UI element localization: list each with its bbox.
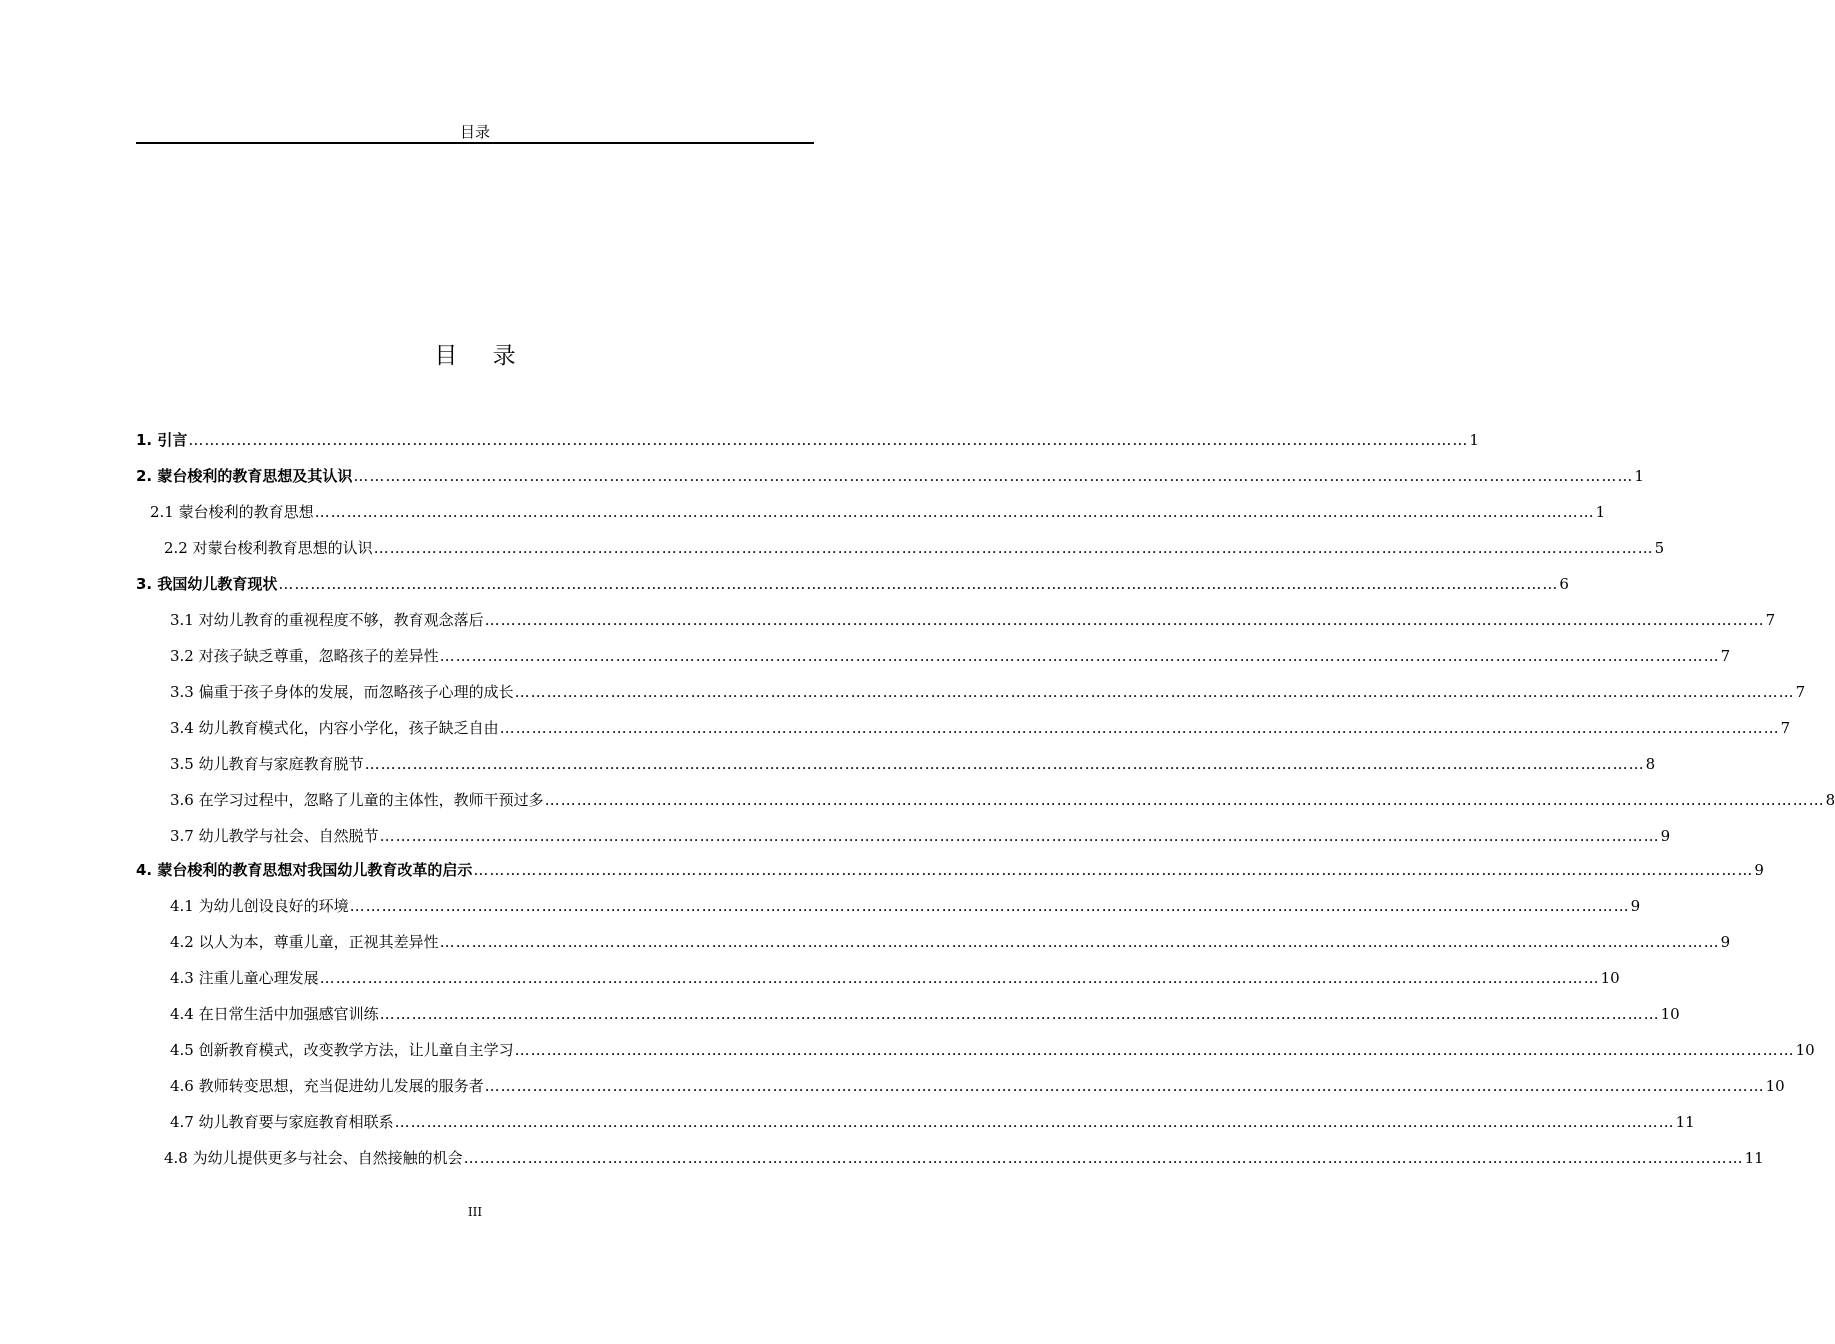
toc-entry[interactable] xyxy=(136,857,1764,883)
toc-entry-page: 9 xyxy=(1720,933,1731,951)
dot-leader: …………………………………………………………………………………………………………………………………………………………………………………………………………………… xyxy=(484,611,1765,629)
toc-entry-text: 4.3 注重儿童心理发展 xyxy=(170,969,319,987)
dot-leader: …………………………………………………………………………………………………………………………………………………………………………………………………………………… xyxy=(364,755,1645,773)
toc-entry-page: 6 xyxy=(1559,575,1569,593)
toc-entry[interactable] xyxy=(170,1109,1695,1135)
toc-entry-page: 10 xyxy=(1600,969,1620,987)
page-number: III xyxy=(467,1205,483,1219)
dot-leader: …………………………………………………………………………………………………………………………………………………………………………………………………………………… xyxy=(379,1005,1660,1023)
toc-entry-text: 4.6 教师转变思想，充当促进幼儿发展的服务者 xyxy=(170,1077,484,1095)
header-rule xyxy=(136,142,814,144)
toc-entry-page: 8 xyxy=(1825,791,1835,809)
dot-leader: …………………………………………………………………………………………………………………………………………………………………………………………………………………… xyxy=(278,575,1559,593)
dot-leader: …………………………………………………………………………………………………………………………………………………………………………………………………………………… xyxy=(188,431,1469,449)
toc-entry[interactable] xyxy=(170,1001,1680,1027)
dot-leader: …………………………………………………………………………………………………………………………………………………………………………………………………………………… xyxy=(484,1077,1765,1095)
toc-entry-page: 1 xyxy=(1634,467,1644,485)
dot-leader: …………………………………………………………………………………………………………………………………………………………………………………………………………………… xyxy=(353,467,1634,485)
dot-leader: …………………………………………………………………………………………………………………………………………………………………………………………………………………… xyxy=(373,539,1654,557)
toc-entry-text: 3.2 对孩子缺乏尊重，忽略孩子的差异性 xyxy=(170,647,439,665)
toc-entry-page: 9 xyxy=(1660,827,1671,845)
dot-leader: …………………………………………………………………………………………………………………………………………………………………………………………………………………… xyxy=(514,1041,1795,1059)
toc-entry-page: 9 xyxy=(1630,897,1641,915)
toc-entry-text: 4.4 在日常生活中加强感官训练 xyxy=(170,1005,379,1023)
dot-leader: …………………………………………………………………………………………………………………………………………………………………………………………………………………… xyxy=(463,1149,1744,1167)
toc-entry[interactable] xyxy=(136,571,1569,597)
toc-entry-text: 3.6 在学习过程中，忽略了儿童的主体性，教师干预过多 xyxy=(170,791,544,809)
toc-entry[interactable] xyxy=(136,427,1479,453)
toc-entry[interactable] xyxy=(150,499,1606,525)
toc-entry-text: 3. 我国幼儿教育现状 xyxy=(136,575,278,593)
toc-entry[interactable] xyxy=(170,643,1731,669)
toc-entry-page: 8 xyxy=(1645,755,1656,773)
toc-entry[interactable] xyxy=(136,463,1644,489)
dot-leader: …………………………………………………………………………………………………………………………………………………………………………………………………………………… xyxy=(499,719,1780,737)
dot-leader: …………………………………………………………………………………………………………………………………………………………………………………………………………………… xyxy=(314,503,1595,521)
toc-entry-text: 3.7 幼儿教学与社会、自然脱节 xyxy=(170,827,379,845)
toc-entry[interactable] xyxy=(170,929,1731,955)
toc-entry-page: 7 xyxy=(1720,647,1731,665)
toc-entry-text: 3.5 幼儿教育与家庭教育脱节 xyxy=(170,755,364,773)
toc-entry-text: 4.2 以人为本，尊重儿童，正视其差异性 xyxy=(170,933,439,951)
toc-entry[interactable] xyxy=(164,535,1665,561)
toc-entry[interactable] xyxy=(170,893,1641,919)
toc-entry-page: 1 xyxy=(1469,431,1479,449)
toc-entry-page: 11 xyxy=(1675,1113,1695,1131)
dot-leader: …………………………………………………………………………………………………………………………………………………………………………………………………………………… xyxy=(379,827,1660,845)
toc-entry-text: 4. 蒙台梭利的教育思想对我国幼儿教育改革的启示 xyxy=(136,861,473,879)
toc-entry[interactable] xyxy=(170,607,1776,633)
dot-leader: …………………………………………………………………………………………………………………………………………………………………………………………………………………… xyxy=(439,933,1720,951)
dot-leader: …………………………………………………………………………………………………………………………………………………………………………………………………………………… xyxy=(349,897,1630,915)
toc-entry-page: 5 xyxy=(1654,539,1665,557)
toc-entry-text: 2. 蒙台梭利的教育思想及其认识 xyxy=(136,467,353,485)
toc-entry-text: 1. 引言 xyxy=(136,431,188,449)
toc-entry-page: 11 xyxy=(1744,1149,1764,1167)
dot-leader: …………………………………………………………………………………………………………………………………………………………………………………………………………………… xyxy=(544,791,1825,809)
toc-entry[interactable] xyxy=(170,1037,1815,1063)
toc-entry-text: 4.8 为幼儿提供更多与社会、自然接触的机会 xyxy=(164,1149,463,1167)
toc-entry-text: 2.2 对蒙台梭利教育思想的认识 xyxy=(164,539,373,557)
toc-entry[interactable] xyxy=(170,1073,1785,1099)
toc-entry-page: 7 xyxy=(1765,611,1776,629)
dot-leader: …………………………………………………………………………………………………………………………………………………………………………………………………………………… xyxy=(473,861,1754,879)
toc-entry-text: 3.3 偏重于孩子身体的发展，而忽略孩子心理的成长 xyxy=(170,683,514,701)
toc-entry[interactable] xyxy=(170,751,1656,777)
toc-entry[interactable] xyxy=(170,823,1671,849)
toc-entry[interactable] xyxy=(164,1145,1764,1171)
dot-leader: …………………………………………………………………………………………………………………………………………………………………………………………………………………… xyxy=(319,969,1600,987)
toc-entry-page: 10 xyxy=(1660,1005,1680,1023)
dot-leader: …………………………………………………………………………………………………………………………………………………………………………………………………………………… xyxy=(514,683,1795,701)
toc-entry-text: 3.1 对幼儿教育的重视程度不够，教育观念落后 xyxy=(170,611,484,629)
toc-entry-page: 10 xyxy=(1795,1041,1815,1059)
toc-entry-page: 7 xyxy=(1780,719,1791,737)
toc-entry[interactable] xyxy=(170,679,1806,705)
toc-entry-text: 3.4 幼儿教育模式化，内容小学化，孩子缺乏自由 xyxy=(170,719,499,737)
toc-entry-text: 4.5 创新教育模式，改变教学方法，让儿童自主学习 xyxy=(170,1041,514,1059)
toc-title: 目 录 xyxy=(434,343,530,369)
toc-entry-text: 2.1 蒙台梭利的教育思想 xyxy=(150,503,314,521)
toc-entry[interactable] xyxy=(170,787,1835,813)
toc-entry-page: 9 xyxy=(1754,861,1764,879)
toc-entry-text: 4.1 为幼儿创设良好的环境 xyxy=(170,897,349,915)
dot-leader: …………………………………………………………………………………………………………………………………………………………………………………………………………………… xyxy=(439,647,1720,665)
toc-entry-text: 4.7 幼儿教育要与家庭教育相联系 xyxy=(170,1113,394,1131)
dot-leader: …………………………………………………………………………………………………………………………………………………………………………………………………………………… xyxy=(394,1113,1675,1131)
toc-entry-page: 10 xyxy=(1765,1077,1785,1095)
toc-entry[interactable] xyxy=(170,715,1791,741)
toc-entry-page: 1 xyxy=(1595,503,1606,521)
toc-entry-page: 7 xyxy=(1795,683,1806,701)
running-header: 目录 xyxy=(459,123,490,141)
toc-entry[interactable] xyxy=(170,965,1620,991)
